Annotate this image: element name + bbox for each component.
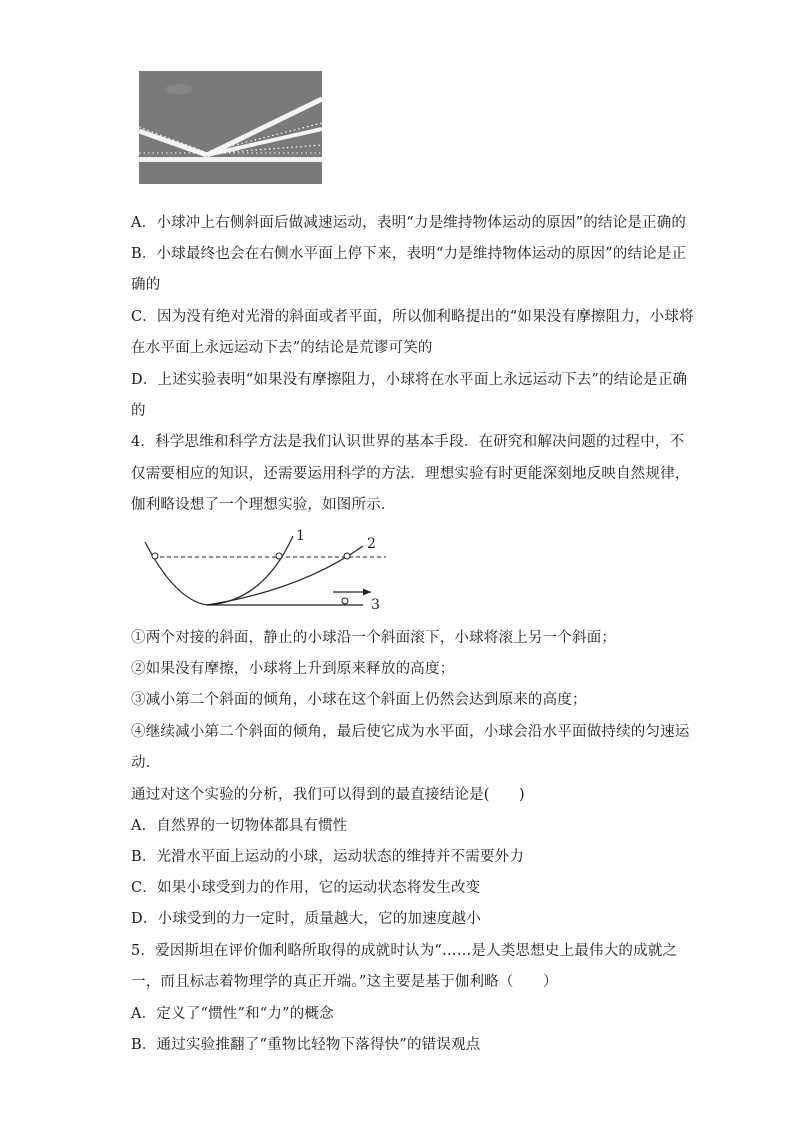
q4-step-3: ③减小第二个斜面的倾角，小球在这个斜面上仍然会达到原来的高度； [131, 692, 587, 708]
ball-2 [344, 553, 350, 559]
label-3: 3 [371, 597, 380, 613]
q5-option-b: B．通过实验推翻了“重物比轻物下落得快”的错误观点 [131, 1037, 481, 1053]
experiment-photo [139, 71, 322, 184]
q4-step-4-cont: 动． [131, 755, 161, 771]
q4-step-2: ②如果没有摩擦，小球将上升到原来释放的高度； [131, 661, 455, 677]
q5-stem-line-1: 5．爱因斯坦在评价伽利略所取得的成就时认为“……是人类思想史上最伟大的成就之 [131, 943, 678, 959]
q4-stem-line-2: 仅需要相应的知识，还需要运用科学的方法．理想实验有时更能深刻地反映自然规律， [131, 466, 690, 482]
q4-option-b: B．光滑水平面上运动的小球，运动状态的维持并不需要外力 [131, 849, 525, 865]
q3-option-c: C．因为没有绝对光滑的斜面或者平面，所以伽利略提出的“如果没有摩擦阻力，小球将 [131, 309, 694, 325]
q4-question: 通过对这个实验的分析，我们可以得到的最直接结论是( ) [131, 787, 525, 803]
q5-stem-line-2: 一，而且标志着物理学的真正开端。”这主要是基于伽利略（ ） [131, 974, 558, 990]
q3-option-d-cont: 的 [131, 403, 146, 419]
q4-stem-line-1: 4．科学思维和科学方法是我们认识世界的基本手段．在研究和解决问题的过程中，不 [131, 434, 685, 450]
q4-stem-line-3: 伽利略设想了一个理想实验，如图所示． [131, 497, 396, 513]
label-1: 1 [296, 528, 305, 544]
q4-step-4: ④继续减小第二个斜面的倾角，最后使它成为水平面，小球会沿水平面做持续的匀速运 [131, 724, 690, 740]
ball-1 [276, 553, 282, 559]
ball-left [152, 553, 158, 559]
q3-option-d: D．上述实验表明“如果没有摩擦阻力，小球将在水平面上永远运动下去”的结论是正确 [131, 372, 688, 388]
q5-option-a: A．定义了“惯性”和“力”的概念 [131, 1006, 334, 1022]
ball-3 [342, 598, 348, 604]
q4-step-1: ①两个对接的斜面，静止的小球沿一个斜面滚下，小球将滚上另一个斜面； [131, 630, 617, 646]
q4-option-a: A．自然界的一切物体都具有惯性 [131, 818, 348, 834]
q3-option-c-cont: 在水平面上永远运动下去”的结论是荒谬可笑的 [131, 340, 433, 356]
q4-option-d: D．小球受到的力一定时，质量越大，它的加速度越小 [131, 911, 481, 927]
q3-option-b: B．小球最终也会在右侧水平面上停下来，表明“力是维持物体运动的原因”的结论是正 [131, 246, 687, 262]
q4-option-c: C．如果小球受到力的作用，它的运动状态将发生改变 [131, 880, 481, 896]
q3-option-b-cont: 确的 [131, 277, 161, 293]
q3-option-a: A．小球冲上右侧斜面后做减速运动，表明“力是维持物体运动的原因”的结论是正确的 [131, 215, 687, 231]
label-2: 2 [367, 536, 376, 552]
ideal-experiment-diagram [131, 528, 391, 612]
